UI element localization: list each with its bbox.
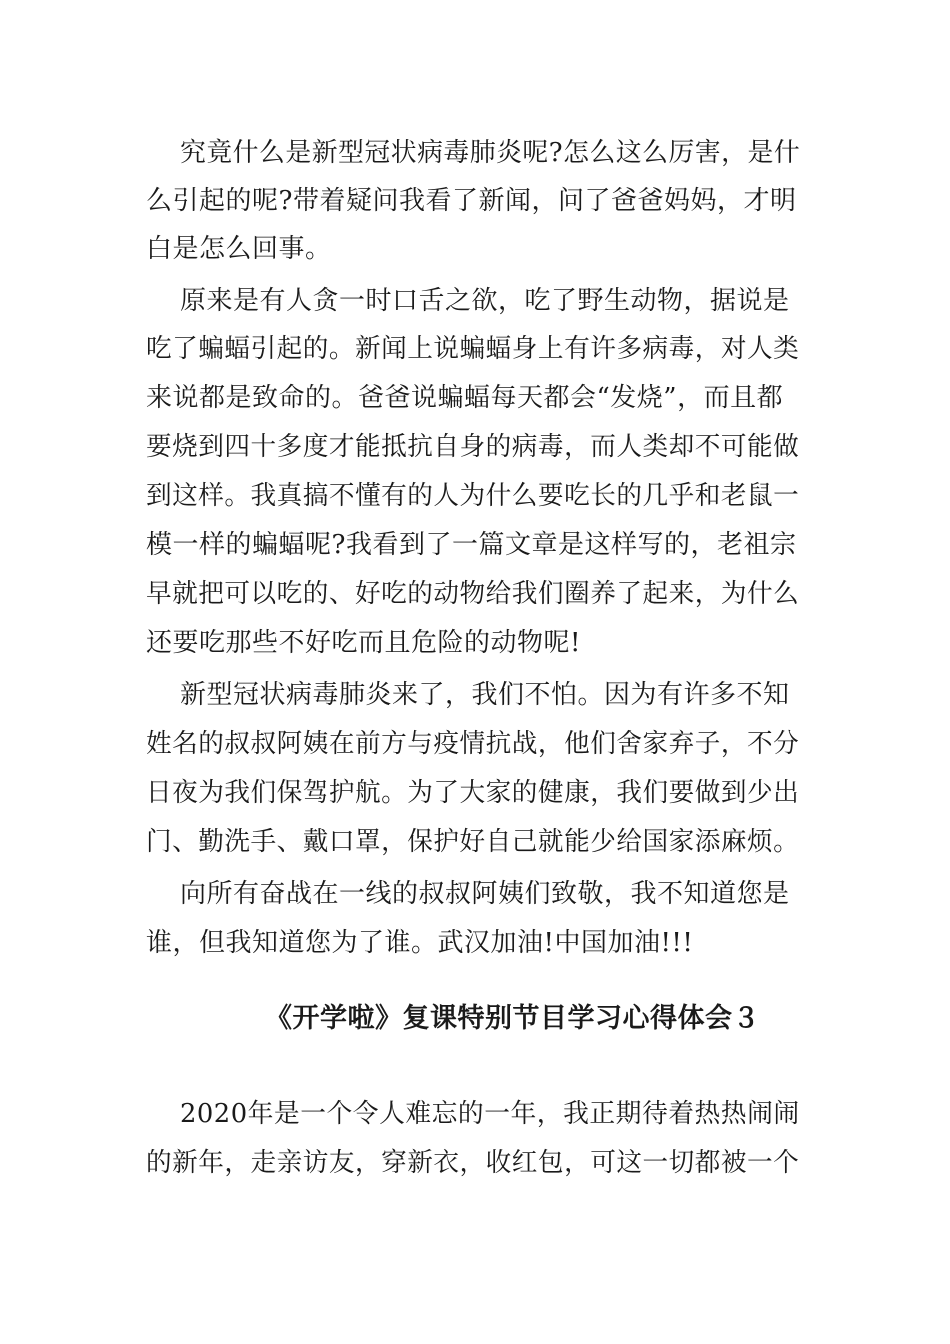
paragraph-2-line-4: 要烧到四十多度才能抵抗自身的病毒，而人类却不可能做 <box>146 432 800 462</box>
paragraph-3-line-1: 新型冠状病毒肺炎来了，我们不怕。因为有许多不知 <box>180 680 790 710</box>
paragraph-1-line-2: 么引起的呢?带着疑问我看了新闻，问了爸爸妈妈，才明 <box>146 186 797 216</box>
paragraph-2-line-5: 到这样。我真搞不懂有的人为什么要吃长的几乎和老鼠一 <box>146 481 800 511</box>
paragraph-2-line-7: 早就把可以吃的、好吃的动物给我们圈养了起来，为什么 <box>146 579 800 609</box>
paragraph-3-line-4: 门、勤洗手、戴口罩，保护好自己就能少给国家添麻烦。 <box>146 827 800 857</box>
paragraph-1-line-3: 白是怎么回事。 <box>146 234 332 264</box>
paragraph-5-line-2: 的新年，走亲访友，穿新衣，收红包，可这一切都被一个 <box>146 1148 800 1178</box>
paragraph-2-line-2: 吃了蝙蝠引起的。新闻上说蝙蝠身上有许多病毒，对人类 <box>146 334 800 364</box>
paragraph-2-line-3: 来说都是致命的。爸爸说蝙蝠每天都会“发烧”，而且都 <box>146 383 784 413</box>
paragraph-3-line-2: 姓名的叔叔阿姨在前方与疫情抗战，他们舍家弃子，不分 <box>146 729 800 759</box>
paragraph-1-line-1: 究竟什么是新型冠状病毒肺炎呢?怎么这么厉害，是什 <box>180 138 801 168</box>
section-heading: 《开学啦》复课特别节目学习心得体会３ <box>265 1003 760 1034</box>
paragraph-5-line-1: 2020年是一个令人难忘的一年，我正期待着热热闹闹 <box>180 1099 800 1129</box>
paragraph-4-line-1: 向所有奋战在一线的叔叔阿姨们致敬，我不知道您是 <box>180 879 790 909</box>
paragraph-2-line-8: 还要吃那些不好吃而且危险的动物呢! <box>146 628 581 658</box>
paragraph-3-line-3: 日夜为我们保驾护航。为了大家的健康，我们要做到少出 <box>146 778 800 808</box>
paragraph-2-line-6: 模一样的蝙蝠呢?我看到了一篇文章是这样写的，老祖宗 <box>146 530 797 560</box>
paragraph-4-line-2: 谁，但我知道您为了谁。武汉加油!中国加油!!! <box>146 928 694 958</box>
paragraph-2-line-1: 原来是有人贪一时口舌之欲，吃了野生动物，据说是 <box>180 286 790 316</box>
